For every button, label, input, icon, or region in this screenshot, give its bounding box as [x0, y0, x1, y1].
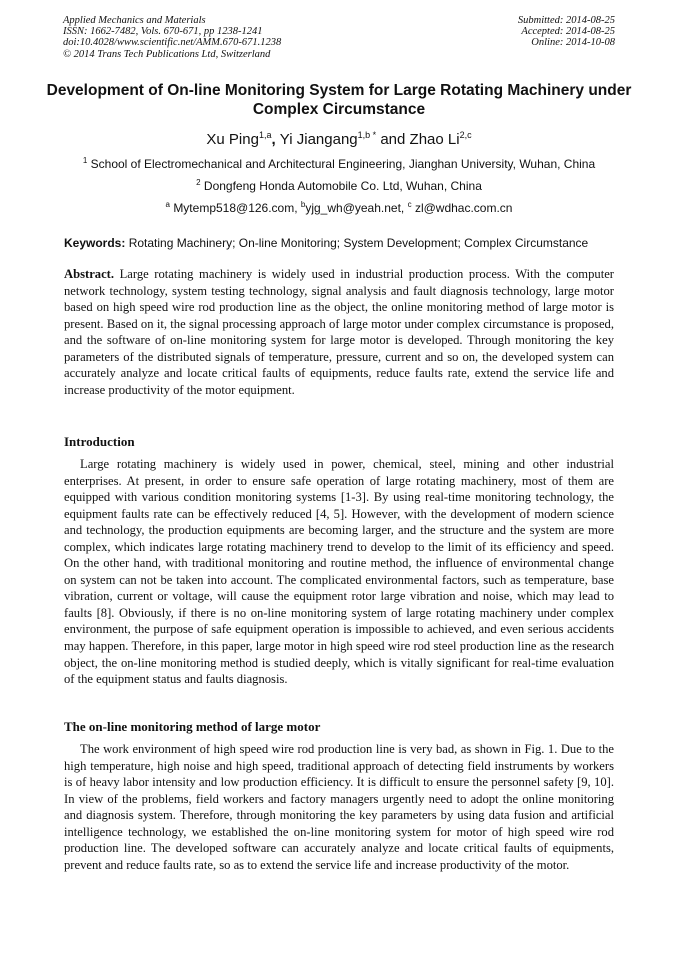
email-b-sup: b	[300, 200, 306, 209]
author-1-sup: 1,a	[258, 130, 272, 140]
journal-header-left	[63, 15, 281, 60]
monitoring-method-paragraph: The work environment of high speed wire rod production line is very bad, as shown in Fig. 1. Due to the high temperature, high noise and high speed, traditional approach of detecting field instruments by workers is of heavy labor intensity and low production efficiency. It is difficult to ensure the personnel safety [9, 10]. In view of the problems, field workers and factory managers urgently need to adopt the online monitoring and diagnosis system. Therefore, through monitoring the key parameters by using data fusion and artificial intelligence technology, we established the on-line monitoring system for motor of high speed wire rod production line. The developed software can accurately analyze and locate critical faults of equipments, prevent and reduce faults rate, so as to extend the service life and increase productivity of the motor.	[64, 742, 614, 872]
paper-title: Development of On-line Monitoring System for Large Rotating Machinery under Complex Circumstance	[46, 82, 632, 118]
author-line	[0, 130, 678, 150]
abstract-label: Abstract.	[64, 267, 115, 281]
affiliation-1-sup: 1	[82, 156, 88, 165]
author-sep-2: and	[376, 131, 410, 148]
affiliation-1	[0, 157, 678, 172]
journal-name: Applied Mechanics and Materials	[63, 15, 206, 26]
introduction-paragraph: Large rotating machinery is widely used in power, chemical, steel, mining and other industrial enterprises. At present, in order to ensure safe operation of large rotating machinery, most of them are equipped with various condition monitoring systems [1-3]. By using real-time monitoring technology, the equipment faults rate can be effectively reduced [4, 5]. However, with the development of modern science and technology, the production equipments are becoming larger, and the structure and the system are more complex, which indicates large rotating machinery trend to develop to the limit of its efficiency and speed. On the other hand, with traditional monitoring and routine method, the influence of environmental change on system can not be taken into account. The complicated environmental factors, such as temperature, base vibration, current or voltage, will cause the equipment rotor large vibration and noise, which may lead to faults [8]. Obviously, if there is no on-line monitoring system of large rotating machinery under complex environment, the purpose of safe equipment operation is impossible to achieved, and even serious accidents may happen. Therefore, in this paper, large motor in high speed wire rod steel production line as the research object, the on-line monitoring method is studied deeply, which is vitally significant for real-time evaluation of the equipment status and faults diagnosis.	[64, 457, 614, 687]
author-2-sup: 1,b *	[357, 130, 377, 140]
affiliation-2-text: Dongfeng Honda Automobile Co. Ltd, Wuhan, China	[203, 179, 482, 193]
abstract	[64, 266, 614, 398]
journal-header-right	[518, 15, 615, 49]
email-c-sup: c	[407, 200, 412, 209]
author-3-sup: 2,c	[459, 130, 472, 140]
author-3: Zhao Li	[409, 131, 460, 148]
author-sep-1: ,	[271, 131, 280, 148]
section-heading-monitoring-method: The on-line monitoring method of large motor	[64, 719, 321, 734]
email-a: Mytemp518@126.com,	[173, 201, 301, 215]
journal-doi: doi:10.4028/www.scientific.net/AMM.670-671.1238	[63, 37, 282, 49]
author-2: Yi Jiangang	[279, 131, 358, 148]
journal-copyright: © 2014 Trans Tech Publications Ltd, Switzerland	[63, 48, 271, 60]
section-heading-introduction: Introduction	[64, 434, 135, 449]
affiliation-1-text: School of Electromechanical and Architectural Engineering, Jianghan University, Wuhan, China	[90, 157, 596, 171]
abstract-text: Large rotating machinery is widely used in industrial production process. With the computer network technology, system testing technology, signal analysis and fault diagnosis technology, large motor based on high speed wire rod production line as the object, the online monitoring method of large motor is present. Based on it, the signal processing approach of large motor under complex circumstance is proposed, and the software of on-line monitoring system for large motor is developed. Through monitoring the key parameters of the distributed signals of temperature, pressure, current and so on, the developed system can accurately analyze and locate critical faults of equipments, reduce faults rate, extend the service life and increase productivity of the motor equipment.	[64, 267, 614, 397]
submitted-date: Submitted: 2014-08-25	[517, 15, 615, 26]
online-date: Online: 2014-10-08	[531, 37, 615, 49]
keywords-text: Rotating Machinery; On-line Monitoring; System Development; Complex Circumstance	[128, 236, 589, 250]
email-c: zl@wdhac.com.cn	[414, 201, 513, 215]
author-1: Xu Ping	[206, 131, 259, 148]
email-a-sup: a	[165, 200, 170, 209]
email-b: yjg_wh@yeah.net,	[305, 201, 408, 215]
journal-issn: ISSN: 1662-7482, Vols. 670-671, pp 1238-1241	[63, 26, 263, 38]
email-line	[0, 201, 678, 216]
affiliation-2-sup: 2	[196, 178, 201, 187]
keywords	[64, 236, 614, 251]
accepted-date: Accepted: 2014-08-25	[521, 26, 615, 38]
keywords-label: Keywords:	[64, 236, 126, 250]
affiliation-2	[0, 179, 678, 194]
